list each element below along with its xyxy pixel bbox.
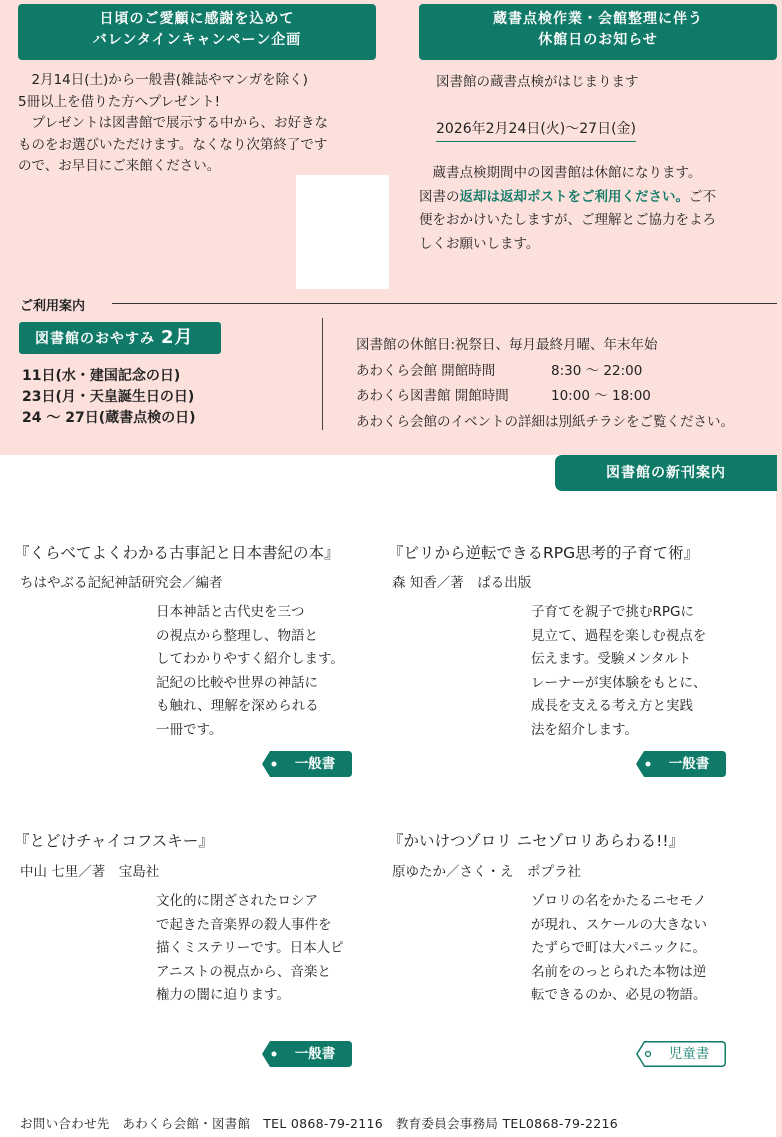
holiday-badge-label: 図書館のおやすみ: [35, 331, 155, 347]
book-title: 『ビリから逆転できるRPG思考的子育て術』: [388, 544, 700, 562]
library-hours: 10:00 ～ 18:00: [551, 388, 651, 404]
valentine-line-5: ので、お早目にご来館ください。: [18, 158, 221, 174]
desc-line: 伝えます。受験メンタルト: [531, 651, 692, 667]
book-description: [156, 890, 344, 1008]
category-tag: [262, 1041, 352, 1067]
library-hours-row: [356, 384, 734, 410]
desc-line: 一冊です。: [156, 721, 223, 738]
category-tag: [262, 751, 352, 777]
footer-contact: お問い合わせ先 あわくら会館・図書館 TEL 0868-79-2116 教育委員会事務局 TEL0868-79-2216: [20, 1116, 619, 1131]
holiday-list: [22, 366, 196, 429]
guide-vertical-divider: [322, 318, 323, 430]
hall-hours: 8:30 ～ 22:00: [551, 362, 643, 379]
category-tag: [636, 751, 726, 777]
desc-line: も触れ、理解を深められる: [156, 698, 319, 714]
inspection-heading-line-2: 休館日のお知らせ: [538, 32, 658, 48]
desc-line: 名前をのっとられた本物は逆: [531, 963, 707, 980]
inspection-body: [419, 162, 716, 256]
desc-line: 転できるのか、必見の物語。: [531, 987, 707, 1003]
desc-line: してわかりやすく紹介します。: [156, 651, 344, 667]
valentine-line-2: 5冊以上を借りた方へプレゼント!: [18, 93, 221, 110]
inspection-dates: 2026年2月24日(火)～27日(金): [436, 118, 636, 142]
book-title: 『くらべてよくわかる古事記と日本書紀の本』: [14, 544, 340, 562]
inspection-line-2-pre: 図書の: [419, 188, 460, 205]
desc-line: アニストの視点から、音楽と: [156, 963, 331, 980]
image-placeholder: [296, 175, 389, 289]
inspection-heading: [419, 4, 777, 60]
desc-line: レーナーが実体験をもとに、: [531, 674, 707, 691]
valentine-heading: [18, 4, 376, 60]
desc-line: 記紀の比較や世界の神話に: [156, 674, 318, 691]
holiday-badge: [19, 322, 221, 354]
desc-line: 子育てを親子で挑むRPGに: [531, 604, 694, 620]
new-books-tab: 図書館の新刊案内: [555, 455, 777, 491]
book-description: [531, 890, 707, 1008]
desc-line: 権力の闇に迫ります。: [156, 987, 290, 1003]
side-stripe: [776, 455, 782, 1137]
desc-line: ゾロリの名をかたるニセモノ: [531, 893, 707, 909]
book-description: [531, 601, 707, 742]
inspection-heading-line-1: 蔵書点検作業・会館整理に伴う: [493, 11, 703, 27]
library-hours-label: あわくら図書館 開館時間: [356, 388, 509, 404]
desc-line: 成長を支える考え方と実践: [531, 698, 693, 714]
book-title: 『とどけチャイコフスキー』: [14, 832, 214, 850]
event-note: あわくら会館のイベントの詳細は別紙チラシをご覧ください。: [356, 413, 734, 430]
inspection-line-3: 便をおかけいたしますが、ご理解とご協力をよろ: [419, 212, 716, 228]
book-description: [156, 601, 344, 742]
book-title: 『かいけつゾロリ ニセゾロリあらわる!!』: [388, 832, 685, 850]
valentine-heading-line-2: バレンタインキャンペーン企画: [92, 32, 302, 48]
category-label: 一般書: [294, 756, 336, 772]
category-tag: [636, 1041, 726, 1067]
holiday-item: 11日(水・建国記念の日): [22, 368, 181, 384]
desc-line: の視点から整理し、物語と: [156, 627, 318, 644]
desc-line: が現れ、スケールの大きない: [531, 916, 708, 933]
opening-info: [356, 333, 734, 435]
valentine-body: [18, 70, 328, 178]
book-author: 原ゆたか／さく・え ポプラ社: [392, 864, 581, 880]
hall-hours-label: あわくら会館 開館時間: [356, 362, 496, 379]
inspection-line-4: しくお願いします。: [419, 235, 540, 252]
book-author: ちはやぶる記紀神話研究会／編者: [20, 575, 223, 591]
valentine-heading-line-1: 日頃のご愛顧に感謝を込めて: [99, 11, 295, 27]
category-label: 一般書: [294, 1046, 336, 1062]
book-author: 森 知香／著 ぱる出版: [392, 575, 532, 591]
inspection-line-2-post: ご不: [689, 188, 716, 205]
guide-label: ご利用案内: [20, 299, 86, 314]
desc-line: 描くミステリーです。日本人ピ: [156, 940, 344, 956]
inspection-line-1: 蔵書点検期間中の図書館は休館になります。: [419, 165, 702, 181]
valentine-line-4: ものをお選びいただけます。なくなり次第終了です: [18, 136, 328, 153]
inspection-line-2: [419, 186, 716, 210]
desc-line: 見立て、過程を楽しむ視点を: [531, 627, 707, 644]
book-author: 中山 七里／著 宝島社: [20, 864, 160, 880]
desc-line: で起きた音楽界の殺人事件を: [156, 916, 332, 933]
return-post-note: 返却は返却ポストをご利用ください。: [459, 188, 689, 205]
inspection-intro: 図書館の蔵書点検がはじまります: [436, 74, 639, 90]
closed-days: 図書館の休館日:祝祭日、毎月最終月曜、年末年始: [356, 337, 658, 353]
holiday-item: 24 ～ 27日(蔵書点検の日): [22, 410, 196, 426]
category-label: 児童書: [668, 1046, 710, 1062]
hall-hours-row: [356, 359, 734, 385]
valentine-line-3: プレゼントは図書館で展示する中から、お好きな: [18, 115, 328, 131]
holiday-month: 2月: [161, 327, 194, 348]
valentine-line-1: 2月14日(土)から一般書(雑誌やマンガを除く): [18, 72, 308, 88]
guide-divider: [112, 303, 777, 304]
desc-line: たずらで町は大パニックに。: [531, 940, 706, 956]
desc-line: 法を紹介します。: [531, 721, 638, 738]
desc-line: 日本神話と古代史を三つ: [156, 604, 305, 620]
desc-line: 文化的に閉ざされたロシア: [156, 893, 318, 909]
holiday-item: 23日(月・天皇誕生日の日): [22, 389, 195, 405]
category-label: 一般書: [668, 756, 710, 772]
